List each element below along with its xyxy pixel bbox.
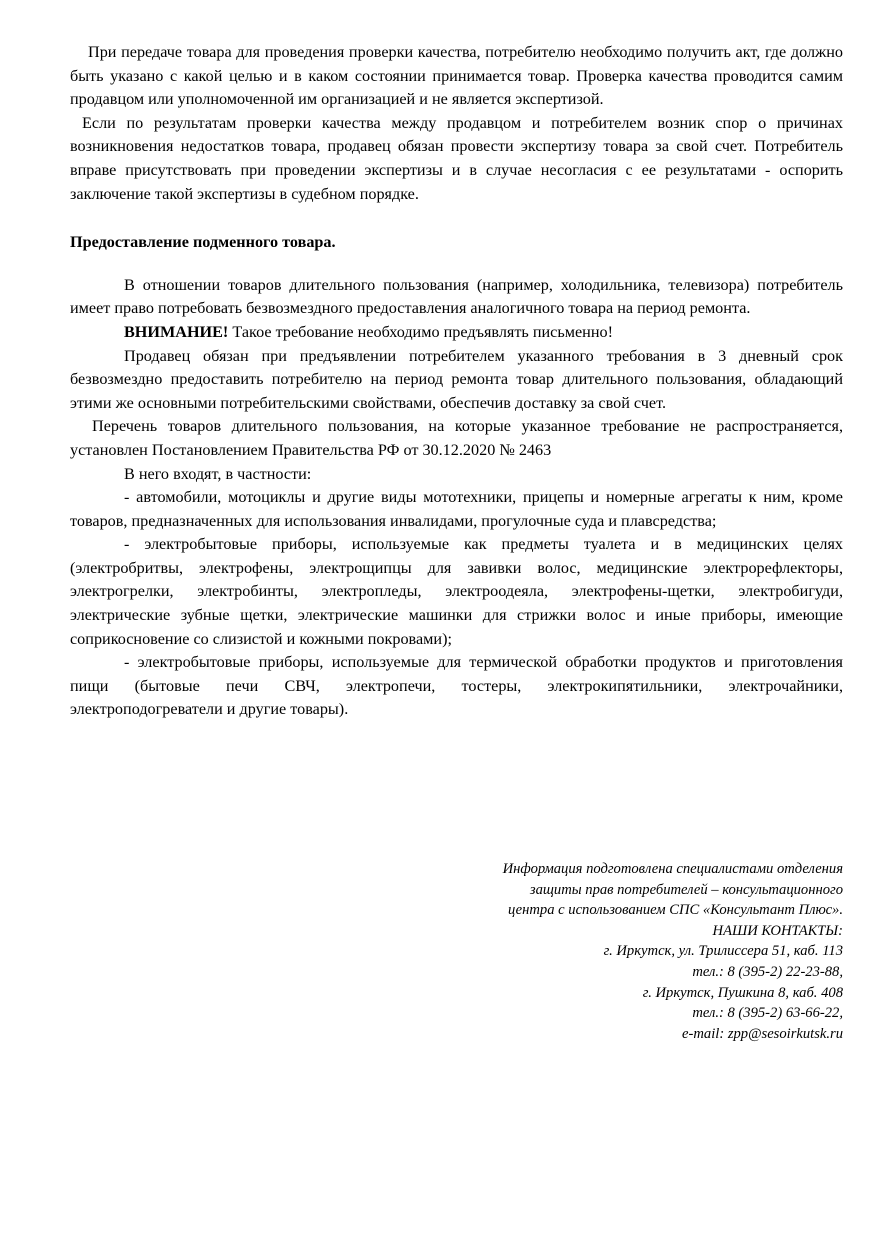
- section-paragraph-1: В отношении товаров длительного пользования (например, холодильника, телевизора) потребитель имеет право потребовать безвозмездного предоставления аналогичного товара на период ремонта.: [70, 275, 843, 318]
- list-intro: В него входят, в частности:: [124, 464, 312, 483]
- intro-paragraph-2: Если по результатам проверки качества между продавцом и потребителем возник спор о причинах возникновения недостатков товара, продавец обязан провести экспертизу товара за свой счет. Потребитель вправе присутствовать при проведении экспертизы и в случае несогласия с ее результатами - оспорить заключение такой экспертизы в судебном порядке.: [70, 113, 843, 203]
- section-title: Предоставление подменного товара.: [70, 233, 336, 252]
- email-line: e-mail: zpp@sesoirkutsk.ru: [682, 1025, 843, 1042]
- list-item: - автомобили, мотоциклы и другие виды мототехники, прицепы и номерные агрегаты к ним, кроме товаров, предназначенных для использования инвалидами, прогулочные суда и плавсредства;: [70, 488, 843, 530]
- address-line: г. Иркутск, ул. Трилиссера 51, каб. 113: [603, 943, 843, 960]
- phone-line: тел.: 8 (395-2) 22-23-88,: [692, 963, 843, 980]
- contacts-heading: НАШИ КОНТАКТЫ:: [712, 922, 843, 939]
- footer-line: Информация подготовлена специалистами отделения: [502, 861, 843, 877]
- footer-line: центра с использованием СПС «Консультант Плюс».: [508, 902, 843, 919]
- document-page: [70, 41, 843, 722]
- section-paragraph-2: Продавец обязан при предъявлении потребителем указанного требования в 3 дневный срок безвозмездно предоставить потребителю на период ремонта товар длительного пользования, обладающий этими же основными потребительскими свойствами, обеспечив доставку за свой счет.: [70, 346, 843, 412]
- list-item: - электробытовые приборы, используемые для термической обработки продуктов и приготовления пищи (бытовые печи СВЧ, электропечи, тостеры, электрокипятильники, электрочайники, электроподогреватели и другие товары).: [70, 653, 843, 719]
- address-line: г. Иркутск, Пушкина 8, каб. 408: [642, 984, 843, 1001]
- footer-line: защиты прав потребителей – консультационного: [529, 881, 843, 898]
- attention-text: Такое требование необходимо предъявлять письменно!: [228, 322, 613, 341]
- contact-info-block: [423, 859, 843, 1044]
- phone-line: тел.: 8 (395-2) 63-66-22,: [692, 1005, 843, 1022]
- intro-paragraph-1: При передаче товара для проведения проверки качества, потребителю необходимо получить акт, где должно быть указано с какой целью и в каком состоянии принимается товар. Проверка качества проводится самим продавцом или уполномоченной им организацией и не является экспертизой.: [70, 43, 843, 109]
- attention-label: ВНИМАНИЕ!: [124, 322, 229, 341]
- list-item: - электробытовые приборы, используемые как предметы туалета и в медицинских целях (электробритвы, электрофены, электрощипцы для завивки волос, медицинские электрорефлекторы, электрогрелки, электробинты, электропледы, электроодеяла, электрофены-щетки, электробигуди, электрические зубные щетки, электрические машинки для стрижки волос и иные приборы, имеющие соприкосновение со слизистой и кожными покровами);: [70, 535, 843, 648]
- section-paragraph-3: Перечень товаров длительного пользования, на которые указанное требование не распространяется, установлен Постановлением Правительства РФ от 30.12.2020 № 2463: [70, 417, 843, 459]
- attention-paragraph: [70, 321, 843, 345]
